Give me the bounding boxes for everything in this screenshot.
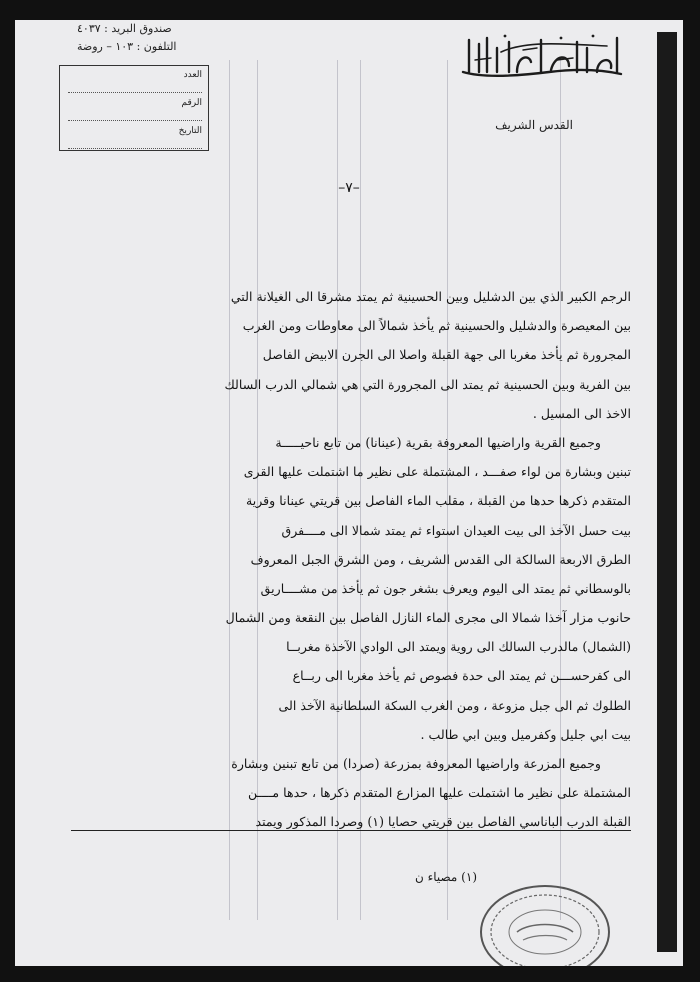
page-number: –٧– <box>338 180 360 196</box>
body-line: وجميع المزرعة واراضيها المعروفة بمزرعة (صردا) من تابع تبنين وبشارة <box>231 756 601 771</box>
body-line: الاخذ الى المسيل . <box>532 405 631 421</box>
body-line: (الشمال) مالدرب السالك الى روية ويمتد الى الوادي الآخذة مغربــا <box>286 639 631 655</box>
body-line: المشتملة على نظير ما اشتملت عليها المزارع المتقدم ذكرها ، حدها مــــن <box>248 785 631 801</box>
body-line: بين الفرية وبين الحسينية ثم يمتد الى المجرورة التي هي شمالي الدرب السالك <box>224 376 631 392</box>
body-line: تبنين وبشارة من لواء صفـــد ، المشتملة على نظير ما اشتملت عليها القرى <box>243 464 631 480</box>
body-line: الرجم الكبير الذي بين الدشليل وبين الحسينية ثم يمتد مشرقا الى الغيلانة التي <box>230 289 631 304</box>
body-line: الطرق الاربعة السالكة الى القدس الشريف ، ومن الشرق الجبل المعروف <box>250 551 631 567</box>
body-line: بيت حسل الآخذ الى بيت العيدان استواء ثم يمتد شمالا الى مــــفرق <box>281 522 631 538</box>
phone-number: التلفون : ١٠٣ – روضة <box>77 40 177 53</box>
ref-field-code: الرقم <box>68 98 202 121</box>
document-body <box>71 282 631 837</box>
body-line: المجرورة ثم يأخذ مغربا الى جهة القبلة واصلا الى الجرن الابيض الفاصل <box>262 347 631 363</box>
reference-box <box>59 65 209 151</box>
binding-bar <box>657 32 677 952</box>
council-calligraphy-logo <box>457 32 625 80</box>
official-stamp <box>477 882 613 966</box>
document-page <box>15 20 683 966</box>
body-line: القبلة الدرب الباناسي الفاصل بين قريتي حصايا (١) وصردا المذكور ويمتد <box>255 814 631 830</box>
body-line: بيت ابي جليل وكفرميل وبين ابي طالب . <box>420 726 631 742</box>
city-heading: القدس الشريف <box>495 118 573 132</box>
body-line: بين المعيصرة والدشليل والحسينية ثم يأخذ شمالاً الى معاوطات ومن الغرب <box>242 318 631 334</box>
body-line: الى كفرحســـن ثم يمتد الى حدة فصوص ثم يأخذ مغربا الى ربــاع <box>292 668 631 684</box>
body-line: بالوسطاني ثم يمتد الى اليوم ويعرف بشغر جون ثم يأخذ من مشــــاريق <box>260 580 631 596</box>
body-line: المتقدم ذكرها حدها من القبلة ، مقلب الماء الفاصل بين قريتي عينانا وقرية <box>245 493 631 509</box>
po-box: صندوق البريد : ٤٠٣٧ <box>77 22 172 35</box>
ref-field-number: العدد <box>68 70 202 93</box>
body-line: حانوب مزار آخذا شمالا الى مجرى الماء النازل الفاصل بين النقعة ومن الشمال <box>225 610 631 626</box>
footnote-divider <box>71 830 631 831</box>
ref-field-date: التاريخ <box>68 126 202 149</box>
footnote: (١) مصياء ن <box>414 870 477 884</box>
body-line: وجميع القرية واراضيها المعروفة بقرية (عينانا) من تابع ناحيـــــة <box>275 434 601 450</box>
body-line: الطلوك ثم الى جبل مزوعة ، ومن الغرب السكة السلطانية الآخذ الى <box>278 697 631 713</box>
